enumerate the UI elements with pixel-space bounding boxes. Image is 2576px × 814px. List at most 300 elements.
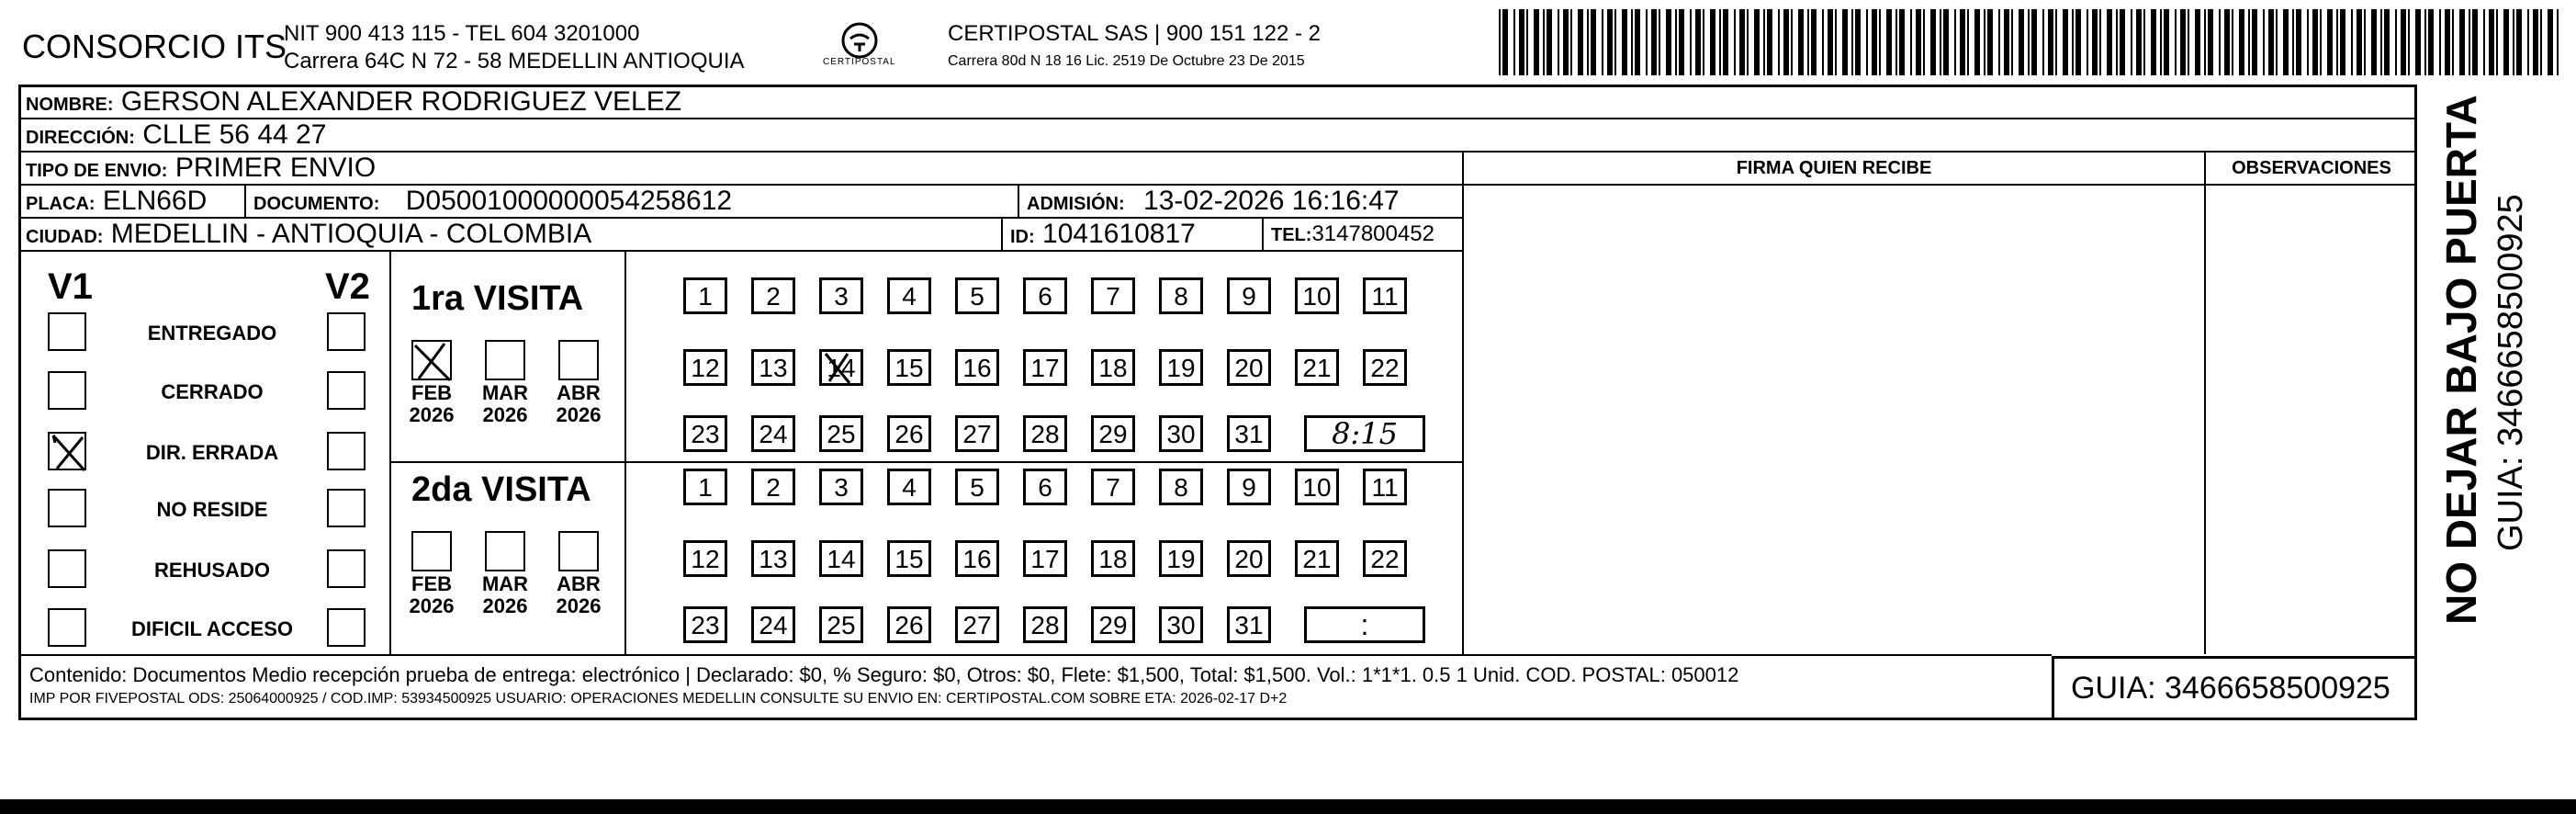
barcode-bar [2175, 9, 2177, 75]
month-year: 2026 [556, 403, 602, 426]
day-box[interactable]: 16 [955, 349, 999, 386]
day-box[interactable]: 18 [1091, 349, 1135, 386]
barcode-bar [2143, 9, 2145, 75]
id-value: 1041610817 [1042, 219, 1196, 249]
barcode-bar [1998, 9, 2000, 75]
v2-checkbox[interactable] [327, 371, 366, 410]
certipostal-info [948, 20, 1321, 75]
barcode-bar [1602, 9, 1603, 75]
barcode-bar [1778, 9, 1780, 75]
barcode-bar [2136, 9, 2142, 75]
documento-cell [246, 186, 1019, 217]
day-box[interactable]: 24 [751, 606, 795, 643]
month-checkbox-mar[interactable] [485, 531, 525, 571]
row-nombre [18, 86, 2417, 119]
day-box[interactable]: 4 [887, 469, 931, 505]
direccion-label: DIRECCIÓN: [26, 128, 135, 148]
barcode-bar [2307, 9, 2309, 75]
barcode-bar [1513, 9, 1515, 75]
month-label [553, 382, 604, 426]
day-box[interactable]: 9 [1227, 277, 1271, 314]
day-box[interactable]: 14 [819, 540, 863, 577]
day-box[interactable]: 25 [819, 415, 863, 452]
barcode-bar [2042, 9, 2044, 75]
admision-cell [1019, 186, 1464, 217]
barcode [1499, 9, 2564, 75]
day-box[interactable]: 1 [683, 277, 727, 314]
footer-contenido: Contenido: Documentos Medio recepción prueba de entrega: electrónico | Declarado: $0, % Seguro: $0, Otros: $0, Flete: $1,500, Total: $1,500. Vol.: 1*1*1. 0.5 1 Unid. COD. POSTAL: 050012 [29, 663, 1739, 686]
barcode-bar [2263, 9, 2265, 75]
barcode-bar [2516, 9, 2522, 75]
barcode-bar [1543, 9, 1545, 75]
barcode-bar [1547, 9, 1552, 75]
barcode-bar [1695, 9, 1701, 75]
logo-label: CERTIPOSTAL [823, 57, 896, 67]
observaciones-header: OBSERVACIONES [2232, 158, 2391, 178]
day-box[interactable]: 14 [819, 349, 863, 386]
day-box[interactable]: 6 [1023, 469, 1067, 505]
tel-cell [1264, 219, 1464, 250]
day-box[interactable]: 4 [887, 277, 931, 314]
day-box[interactable]: 21 [1295, 349, 1339, 386]
month-checkbox-feb[interactable] [411, 531, 452, 571]
barcode-bar [1872, 9, 1877, 75]
day-box[interactable]: 6 [1023, 277, 1067, 314]
day-box[interactable]: 5 [955, 469, 999, 505]
v2-label: V2 [325, 266, 370, 307]
barcode-bar [2327, 9, 2333, 75]
placa-cell [18, 186, 246, 217]
barcode-bar [1910, 9, 1912, 75]
barcode-bar [2415, 9, 2421, 75]
day-box[interactable]: 10 [1295, 469, 1339, 505]
barcode-bar [1635, 9, 1640, 75]
documento-label: DOCUMENTO: [253, 194, 380, 214]
barcode-bar [2107, 9, 2112, 75]
day-box[interactable]: 11 [1363, 469, 1407, 505]
documento-value: D05001000000054258612 [405, 186, 733, 216]
barcode-bar [2312, 9, 2318, 75]
barcode-bar [1974, 9, 1980, 75]
month-name: ABR [557, 381, 601, 404]
barcode-bar [1923, 9, 1925, 75]
x-mark-icon [413, 342, 454, 382]
tipo-label: TIPO DE ENVIO: [26, 161, 168, 181]
barcode-bar [2219, 9, 2221, 75]
barcode-bar [1930, 9, 1936, 75]
barcode-bar [2483, 9, 2485, 75]
month-name: FEB [411, 381, 452, 404]
company-info [284, 20, 745, 75]
month-name: ABR [557, 572, 601, 595]
day-box[interactable]: 17 [1023, 349, 1067, 386]
barcode-bar [2131, 9, 2132, 75]
barcode-bar [2239, 9, 2244, 75]
day-box[interactable]: 3 [819, 277, 863, 314]
time-box[interactable]: : [1304, 606, 1425, 643]
barcode-bar [2351, 9, 2353, 75]
day-box[interactable]: 28 [1023, 415, 1067, 452]
day-box[interactable]: 13 [751, 349, 795, 386]
day-box[interactable]: 13 [751, 540, 795, 577]
barcode-bar [2248, 9, 2250, 75]
day-box[interactable]: 17 [1023, 540, 1067, 577]
barcode-bar [1828, 9, 1833, 75]
month-label [479, 382, 531, 426]
ciudad-label: CIUDAD: [26, 227, 104, 247]
day-box[interactable]: 15 [887, 349, 931, 386]
barcode-bar [1767, 9, 1772, 75]
month-label [406, 573, 457, 617]
month-checkbox-mar[interactable] [485, 340, 525, 380]
month-year: 2026 [409, 403, 455, 426]
day-box[interactable]: 8 [1159, 469, 1203, 505]
barcode-bar [1719, 9, 1721, 75]
certi-line2: Carrera 80d N 18 16 Lic. 2519 De Octubre 23 De 2015 [948, 53, 1305, 69]
day-box[interactable]: 28 [1023, 606, 1067, 643]
barcode-bar [2445, 9, 2450, 75]
barcode-bar [2513, 9, 2514, 75]
day-box[interactable]: 22 [1363, 349, 1407, 386]
barcode-bar [1651, 9, 1657, 75]
day-box[interactable]: 8 [1159, 277, 1203, 314]
barcode-bar [2164, 9, 2169, 75]
barcode-bar [1666, 9, 1671, 75]
x-mark-icon [50, 434, 88, 472]
v1-label: V1 [48, 266, 93, 307]
month-checkbox-feb[interactable] [411, 340, 452, 380]
barcode-bar [2072, 9, 2074, 75]
barcode-bar [1622, 9, 1627, 75]
barcode-bar [2540, 9, 2542, 75]
v2-checkbox[interactable] [327, 489, 366, 527]
day-box[interactable]: 29 [1091, 415, 1135, 452]
month-name: MAR [481, 572, 529, 595]
barcode-bar [1822, 9, 1824, 75]
barcode-bar [1502, 9, 1508, 75]
barcode-bar [2028, 9, 2030, 75]
day-box[interactable]: 7 [1091, 469, 1135, 505]
barcode-bar [2188, 9, 2189, 75]
barcode-bar [2336, 9, 2338, 75]
row-ciudad [18, 219, 1464, 252]
barcode-bar [1558, 9, 1559, 75]
month-checkbox-abr[interactable] [558, 531, 599, 571]
day-box[interactable]: 11 [1363, 277, 1407, 314]
visit1-title: 1ra VISITA [411, 279, 584, 318]
barcode-bar [2357, 9, 2362, 75]
barcode-bar [1614, 9, 1616, 75]
barcode-bar [1879, 9, 1881, 75]
barcode-bar [1798, 9, 1804, 75]
barcode-bar [1526, 9, 1528, 75]
barcode-bar [1987, 9, 1993, 75]
status-label: DIR. ERRADA [145, 441, 279, 464]
v1-checkbox[interactable] [48, 371, 86, 410]
barcode-bar [1607, 9, 1613, 75]
barcode-bar [1734, 9, 1736, 75]
company-name: CONSORCIO ITS [22, 28, 287, 65]
id-label: ID: [1010, 227, 1035, 247]
barcode-bar [2428, 9, 2434, 75]
month-label [406, 382, 457, 426]
day-box[interactable]: 10 [1295, 277, 1339, 314]
day-box[interactable]: 19 [1159, 349, 1203, 386]
barcode-bar [2092, 9, 2098, 75]
barcode-bar [2268, 9, 2274, 75]
tel-label: TEL: [1271, 225, 1312, 245]
divider-status [389, 252, 391, 654]
barcode-bar [2160, 9, 2162, 75]
month-year: 2026 [556, 594, 602, 617]
barcode-bar [2380, 9, 2382, 75]
address-line: Carrera 64C N 72 - 58 MEDELLIN ANTIOQUIA [284, 49, 745, 73]
divider-firma [1462, 153, 1464, 654]
barcode-bar [1631, 9, 1633, 75]
barcode-bar [2384, 9, 2390, 75]
day-box[interactable]: 7 [1091, 277, 1135, 314]
day-box[interactable]: 23 [683, 415, 727, 452]
barcode-bar [1835, 9, 1837, 75]
barcode-bar [2557, 9, 2559, 75]
barcode-bar [1710, 9, 1715, 75]
barcode-bar [1842, 9, 1848, 75]
day-box[interactable]: 29 [1091, 606, 1135, 643]
tel-value: 3147800452 [1311, 221, 1434, 246]
barcode-bar [2527, 9, 2529, 75]
month-checkbox-abr[interactable] [558, 340, 599, 380]
tipo-value: PRIMER ENVIO [174, 153, 377, 183]
barcode-bar [2224, 9, 2230, 75]
day-box[interactable]: 20 [1227, 540, 1271, 577]
barcode-bar [2276, 9, 2278, 75]
day-box[interactable]: 22 [1363, 540, 1407, 577]
barcode-bar [1916, 9, 1921, 75]
month-label [553, 573, 604, 617]
day-box[interactable]: 26 [887, 606, 931, 643]
barcode-bar [1739, 9, 1745, 75]
barcode-bar [1679, 9, 1684, 75]
barcode-bar [1851, 9, 1853, 75]
barcode-bar [2459, 9, 2465, 75]
barcode-bar [1563, 9, 1569, 75]
day-box[interactable]: 20 [1227, 349, 1271, 386]
day-box[interactable]: 27 [955, 415, 999, 452]
side-guia-text: GUIA: 3466658500925 [2492, 194, 2530, 551]
day-box[interactable]: 12 [683, 540, 727, 577]
v1-checkbox[interactable] [48, 608, 86, 647]
ciudad-cell [18, 219, 1003, 250]
barcode-bar [2151, 9, 2156, 75]
barcode-bar [2424, 9, 2426, 75]
barcode-bar [1747, 9, 1749, 75]
nit-line: NIT 900 413 115 - TEL 604 3201000 [284, 21, 640, 46]
bottom-bar [0, 799, 2576, 814]
barcode-bar [1783, 9, 1789, 75]
barcode-bar [2283, 9, 2289, 75]
barcode-bar [2292, 9, 2294, 75]
status-label: NO RESIDE [156, 498, 268, 521]
certi-line1: CERTIPOSTAL SAS | 900 151 122 - 2 [948, 21, 1321, 46]
day-box[interactable]: 16 [955, 540, 999, 577]
day-box[interactable]: 12 [683, 349, 727, 386]
barcode-bar [1587, 9, 1589, 75]
barcode-bar [2469, 9, 2470, 75]
barcode-bar [1811, 9, 1817, 75]
v1-checkbox[interactable] [48, 549, 86, 588]
ciudad-value: MEDELLIN - ANTIOQUIA - COLOMBIA [110, 219, 592, 249]
v1-checkbox[interactable] [48, 432, 86, 470]
v1-checkbox[interactable] [48, 489, 86, 527]
status-label: ENTREGADO [147, 322, 277, 345]
day-box[interactable]: 26 [887, 415, 931, 452]
day-box[interactable]: 31 [1227, 415, 1271, 452]
status-label: REHUSADO [154, 559, 270, 582]
barcode-bar [1899, 9, 1905, 75]
barcode-bar [1943, 9, 1949, 75]
barcode-bar [2087, 9, 2088, 75]
barcode-bar [1659, 9, 1660, 75]
barcode-bar [1570, 9, 1572, 75]
barcode-bar [2496, 9, 2498, 75]
day-box[interactable]: 30 [1159, 606, 1203, 643]
barcode-bar [2195, 9, 2200, 75]
barcode-bar [2031, 9, 2037, 75]
day-box[interactable]: 2 [751, 277, 795, 314]
barcode-bar [1940, 9, 1941, 75]
admision-value: 13-02-2026 16:16:47 [1143, 186, 1400, 216]
barcode-bar [2075, 9, 2081, 75]
placa-label: PLACA: [26, 194, 96, 214]
barcode-bar [2364, 9, 2366, 75]
barcode-bar [2395, 9, 2397, 75]
month-label [479, 573, 531, 617]
barcode-bar [1895, 9, 1897, 75]
day-box[interactable]: 31 [1227, 606, 1271, 643]
v2-checkbox[interactable] [327, 432, 366, 470]
day-box[interactable]: 27 [955, 606, 999, 643]
day-box[interactable]: 9 [1227, 469, 1271, 505]
barcode-bar [2011, 9, 2013, 75]
barcode-bar [1807, 9, 1809, 75]
day-box[interactable]: 5 [955, 277, 999, 314]
direccion-value: CLLE 56 44 27 [142, 119, 327, 150]
day-box[interactable]: 2 [751, 469, 795, 505]
barcode-bar [1675, 9, 1677, 75]
barcode-bar [2004, 9, 2009, 75]
barcode-bar [2120, 9, 2125, 75]
v2-checkbox[interactable] [327, 312, 366, 351]
barcode-bar [2340, 9, 2345, 75]
barcode-bar [1723, 9, 1728, 75]
side-notice-text: NO DEJAR BAJO PUERTA [2437, 95, 2485, 625]
day-box[interactable]: 25 [819, 606, 863, 643]
placa-value: ELN66D [102, 186, 208, 216]
barcode-bar [1763, 9, 1765, 75]
time-box[interactable]: 8:15 [1304, 415, 1425, 452]
status-label: DIFICIL ACCESO [130, 617, 293, 640]
day-box[interactable]: 23 [683, 606, 727, 643]
day-box[interactable]: 30 [1159, 415, 1203, 452]
divider-col-header [1462, 184, 2417, 186]
nombre-label: NOMBRE: [26, 95, 114, 115]
barcode-bar [2208, 9, 2213, 75]
side-notice [2415, 92, 2571, 643]
status-label: CERRADO [161, 380, 264, 403]
barcode-bar [1591, 9, 1596, 75]
month-year: 2026 [409, 594, 455, 617]
barcode-bar [1855, 9, 1861, 75]
v2-checkbox[interactable] [327, 608, 366, 647]
barcode-bar [1754, 9, 1760, 75]
barcode-bar [1703, 9, 1704, 75]
day-box[interactable]: 19 [1159, 540, 1203, 577]
day-box[interactable]: 15 [887, 540, 931, 577]
barcode-bar [2055, 9, 2057, 75]
barcode-bar [1519, 9, 1524, 75]
row-tipo [18, 153, 1464, 186]
v2-checkbox[interactable] [327, 549, 366, 588]
barcode-bar [2232, 9, 2233, 75]
visit2-title: 2da VISITA [411, 470, 591, 509]
barcode-bar [2296, 9, 2301, 75]
barcode-bar [1578, 9, 1583, 75]
barcode-bar [2533, 9, 2538, 75]
month-year: 2026 [482, 594, 528, 617]
barcode-bar [2503, 9, 2509, 75]
barcode-bar [2408, 9, 2410, 75]
barcode-bar [1646, 9, 1648, 75]
barcode-bar [2204, 9, 2206, 75]
day-box[interactable]: 24 [751, 415, 795, 452]
barcode-bar [1984, 9, 1985, 75]
v1-checkbox[interactable] [48, 312, 86, 351]
month-year: 2026 [482, 403, 528, 426]
x-mark-icon [822, 352, 862, 385]
barcode-bar [2252, 9, 2257, 75]
month-name: MAR [481, 381, 529, 404]
divider-months [624, 252, 626, 654]
barcode-bar [2116, 9, 2118, 75]
barcode-bar [2048, 9, 2053, 75]
barcode-bar [1954, 9, 1956, 75]
row-placa [18, 186, 1464, 219]
barcode-bar [1886, 9, 1892, 75]
barcode-bar [2472, 9, 2478, 75]
barcode-bar [2063, 9, 2068, 75]
day-box[interactable]: 1 [683, 469, 727, 505]
admision-label: ADMISIÓN: [1027, 194, 1125, 214]
barcode-bar [1690, 9, 1692, 75]
day-box[interactable]: 18 [1091, 540, 1135, 577]
nombre-value: GERSON ALEXANDER RODRIGUEZ VELEZ [120, 86, 682, 117]
barcode-bar [2320, 9, 2322, 75]
barcode-bar [2099, 9, 2101, 75]
barcode-bar [1960, 9, 1965, 75]
barcode-bar [1866, 9, 1868, 75]
month-name: FEB [411, 572, 452, 595]
id-cell [1003, 219, 1264, 250]
row-direccion [18, 119, 2417, 153]
barcode-bar [2371, 9, 2377, 75]
barcode-bar [2489, 9, 2494, 75]
day-box[interactable]: 3 [819, 469, 863, 505]
day-box[interactable]: 21 [1295, 540, 1339, 577]
firma-header: FIRMA QUIEN RECIBE [1736, 158, 1932, 178]
barcode-bar [1791, 9, 1793, 75]
barcode-bar [2452, 9, 2454, 75]
divider-footer [18, 654, 2052, 656]
